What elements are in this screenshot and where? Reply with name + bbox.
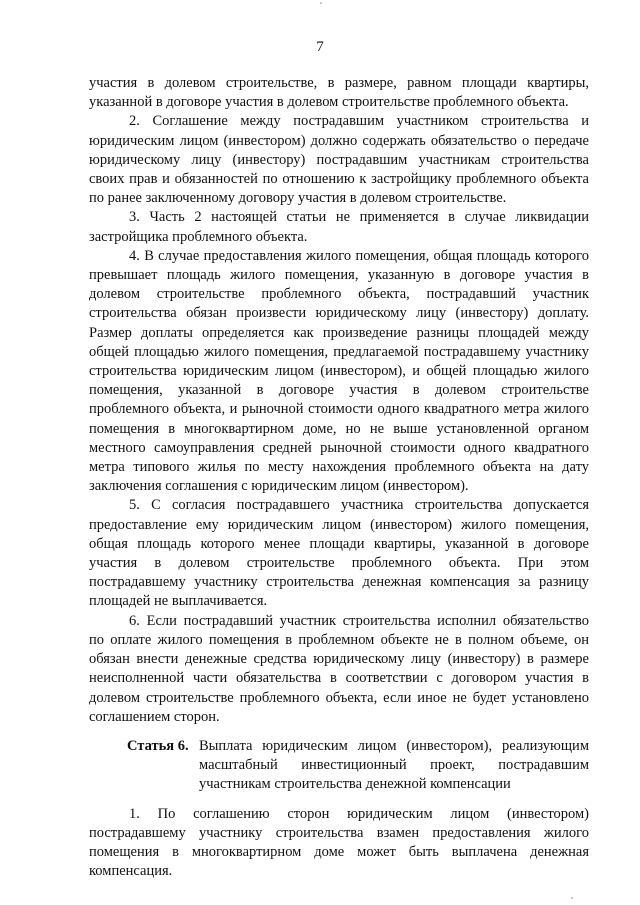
paragraph-part-2: 2. Соглашение между пострадавшим участником строительства и юридическим лицом (инвестором) должно содержать обязательство о передаче юридическому лицу (инвестору) пострадавшим участникам строительства своих прав и обязанностей по отношению к застройщику проблемного объекта по ранее заключенному договору участия в долевом строительстве.: [89, 113, 589, 207]
article-label: Статья 6.: [127, 737, 189, 754]
scan-speck: [571, 897, 573, 899]
paragraph-part-6: 6. Если пострадавший участник строительства исполнил обязательство по оплате жилого помещения в проблемном объекте не в полном объеме, он обязан внести денежные средства юридическому лицу (инвестору) в размере неисполненной части обязательства в соответствии с договором участия в долевом строительстве проблемного объекта, если иное не будет установлено соглашением сторон.: [89, 612, 589, 725]
paragraph-part-4: 4. В случае предоставления жилого помещения, общая площадь которого превышает площадь жилого помещения, указанную в договоре участия в долевом строительстве проблемного объекта, пострадавший участник строительства обязан произвести юридическому лицу (инвестору) доплату. Размер доплаты определяется как произведение разницы площадей между общей площадью жилого помещения, предлагаемой пострадавшему участнику строительства юридическим лицом (инвестором), и общей площадью жилого помещения, указанной в договоре участия в долевом строительстве проблемного объекта, и рыночной стоимости одного квадратного метра жилого помещения в многоквартирном доме, но не выше установленной органом местного самоуправления средней рыночной стоимости одного квадратного метра типового жилья по месту нахождения проблемного объекта на дату заключения соглашения с юридическим лицом (инвестором).: [89, 247, 589, 495]
paragraph-part-3: 3. Часть 2 настоящей статьи не применяется в случае ликвидации застройщика проблемного объекта.: [89, 209, 589, 245]
scan-speck: [320, 2, 322, 4]
article-title: Выплата юридическим лицом (инвестором), реализующим масштабный инвестиционный проект, пострадавшим участникам строительства денежной компенсации: [199, 737, 589, 793]
article-heading: [89, 737, 589, 795]
paragraph-part-5: 5. С согласия пострадавшего участника строительства допускается предоставление ему юридическим лицом (инвестором) жилого помещения, общая площадь которого менее площади квартиры, указанной в договоре участия в долевом строительстве проблемного объекта. При этом пострадавшему участнику строительства денежная компенсация за разницу площадей не выплачивается.: [89, 497, 589, 610]
document-body: [89, 74, 589, 881]
article-paragraph-1: 1. По соглашению сторон юридическим лицом (инвестором) пострадавшему участнику строительства взамен предоставления жилого помещения в многоквартирном доме может быть выплачена денежная компенсация.: [89, 805, 589, 880]
page-number: 7: [316, 39, 324, 55]
paragraph-continuation: участия в долевом строительстве, в размере, равном площади квартиры, указанной в договоре участия в долевом строительстве проблемного объекта.: [89, 75, 589, 111]
